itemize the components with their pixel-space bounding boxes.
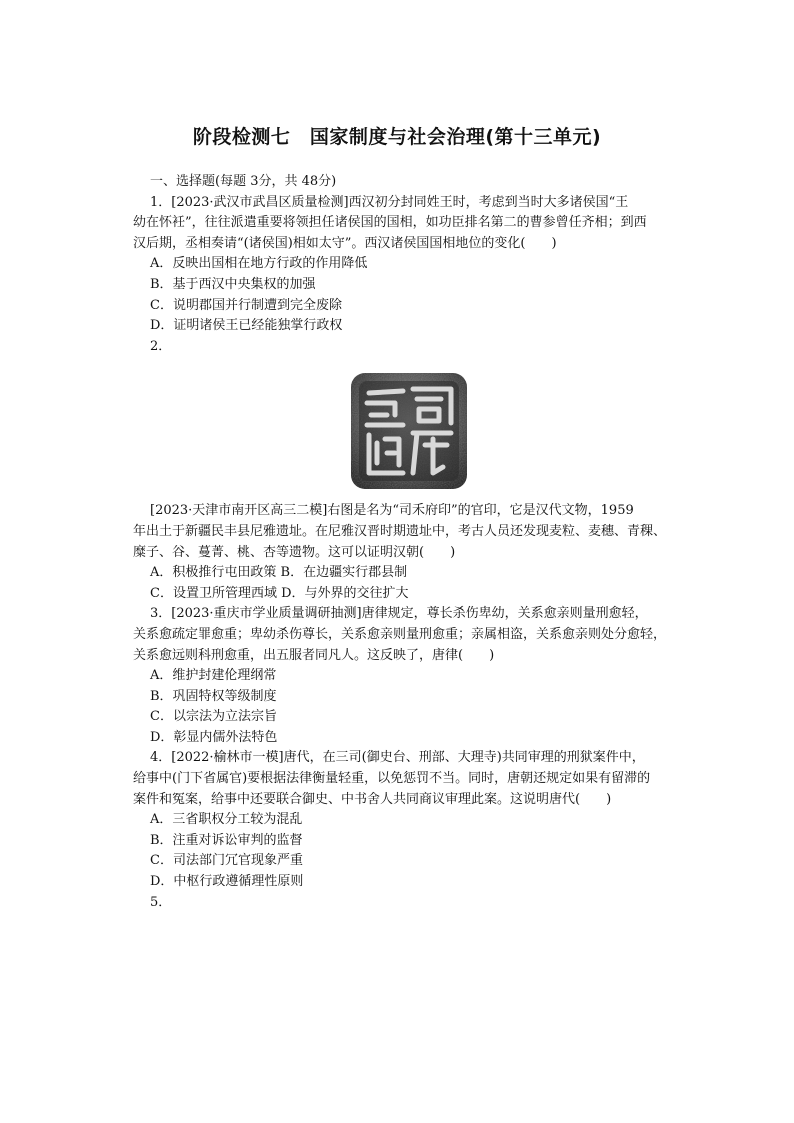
question-3	[133, 604, 667, 748]
question-text-line: 关系愈疏定罪愈重；卑幼杀伤尊长，关系愈亲则量刑愈重；亲属相盗，关系愈亲则处分愈轻，	[133, 626, 667, 642]
option-a: A．三省职权分工较为混乱	[150, 812, 303, 828]
seal-figure	[150, 361, 662, 501]
option-b: B．基于西汉中央集权的加强	[150, 276, 316, 292]
question-text-line: [2023·天津市南开区高三二模]右图是名为“司禾府印”的官印，它是汉代文物，1959	[150, 503, 634, 519]
question-text-line: 4．[2022·榆林市一模]唐代，在三司(御史台、刑部、大理寺)共同审理的刑狱案件中，	[150, 750, 645, 766]
question-text-line: 关系愈远则科刑愈重，出五服者同凡人。这反映了，唐律( )	[133, 647, 495, 663]
option-d: D．中枢行政遵循理性原则	[150, 874, 304, 890]
question-text-line: 糜子、谷、蔓菁、桃、杏等遗物。这可以证明汉朝( )	[133, 544, 456, 560]
question-1	[133, 193, 662, 337]
question-text-line: 1．[2023·武汉市武昌区质量检测]西汉初分封同姓王时，考虑到当时大多诸侯国“王	[150, 194, 629, 210]
option-b: B．巩固特权等级制度	[150, 688, 277, 704]
option-b: B．注重对诉讼审判的监督	[150, 832, 303, 848]
question-number: 2．	[150, 338, 172, 354]
option-c: C．说明郡国并行制遭到完全废除	[150, 297, 342, 313]
option-c: C．司法部门冗官现象严重	[150, 853, 303, 869]
option-a: A．反映出国相在地方行政的作用降低	[150, 256, 368, 272]
question-text-line: 案件和冤案，给事中还要联合御史、中书舍人共同商议审理此案。这说明唐代( )	[133, 791, 612, 807]
question-text-line: 汉后期，丞相奏请“(诸侯国)相如太守”。西汉诸侯国国相地位的变化( )	[133, 235, 557, 251]
question-text-line: 3．[2023·重庆市学业质量调研抽测]唐律规定，尊长杀伤卑幼，关系愈亲则量刑愈轻，	[150, 606, 648, 622]
question-2	[133, 337, 667, 605]
question-text-line: 给事中(门下省属官)要根据法律衡量轻重，以免惩罚不当。同时，唐朝还规定如果有留滞的	[133, 771, 651, 787]
option-c: C．以宗法为立法宗旨	[150, 709, 277, 725]
question-text-line: 幼在怀衽”，往往派遣重要将领担任诸侯国的国相，如功臣排名第二的曹参曾任齐相；到西	[133, 215, 647, 231]
option-a: A．维护封建伦理纲常	[150, 668, 277, 684]
question-body	[133, 172, 667, 913]
question-number: 5．	[150, 894, 172, 910]
question-5	[150, 893, 662, 914]
question-text-line: 年出土于新疆民丰县尼雅遗址。在尼雅汉晋时期遗址中，考古人员还发现麦粒、麦穗、青稞、	[133, 523, 667, 539]
official-seal-image	[347, 369, 471, 493]
section-heading: 一、选择题(每题 3分，共 48分)	[150, 174, 337, 189]
question-4	[133, 748, 662, 892]
option-c-d: C．设置卫所管理西域 D．与外界的交往扩大	[150, 585, 409, 601]
option-d: D．彰显内儒外法特色	[150, 729, 278, 745]
option-d: D．证明诸侯王已经能独掌行政权	[150, 318, 343, 334]
option-a-b: A．积极推行屯田政策 B．在边疆实行郡县制	[150, 565, 408, 581]
page-title: 阶段检测七 国家制度与社会治理(第十三单元)	[192, 126, 602, 148]
